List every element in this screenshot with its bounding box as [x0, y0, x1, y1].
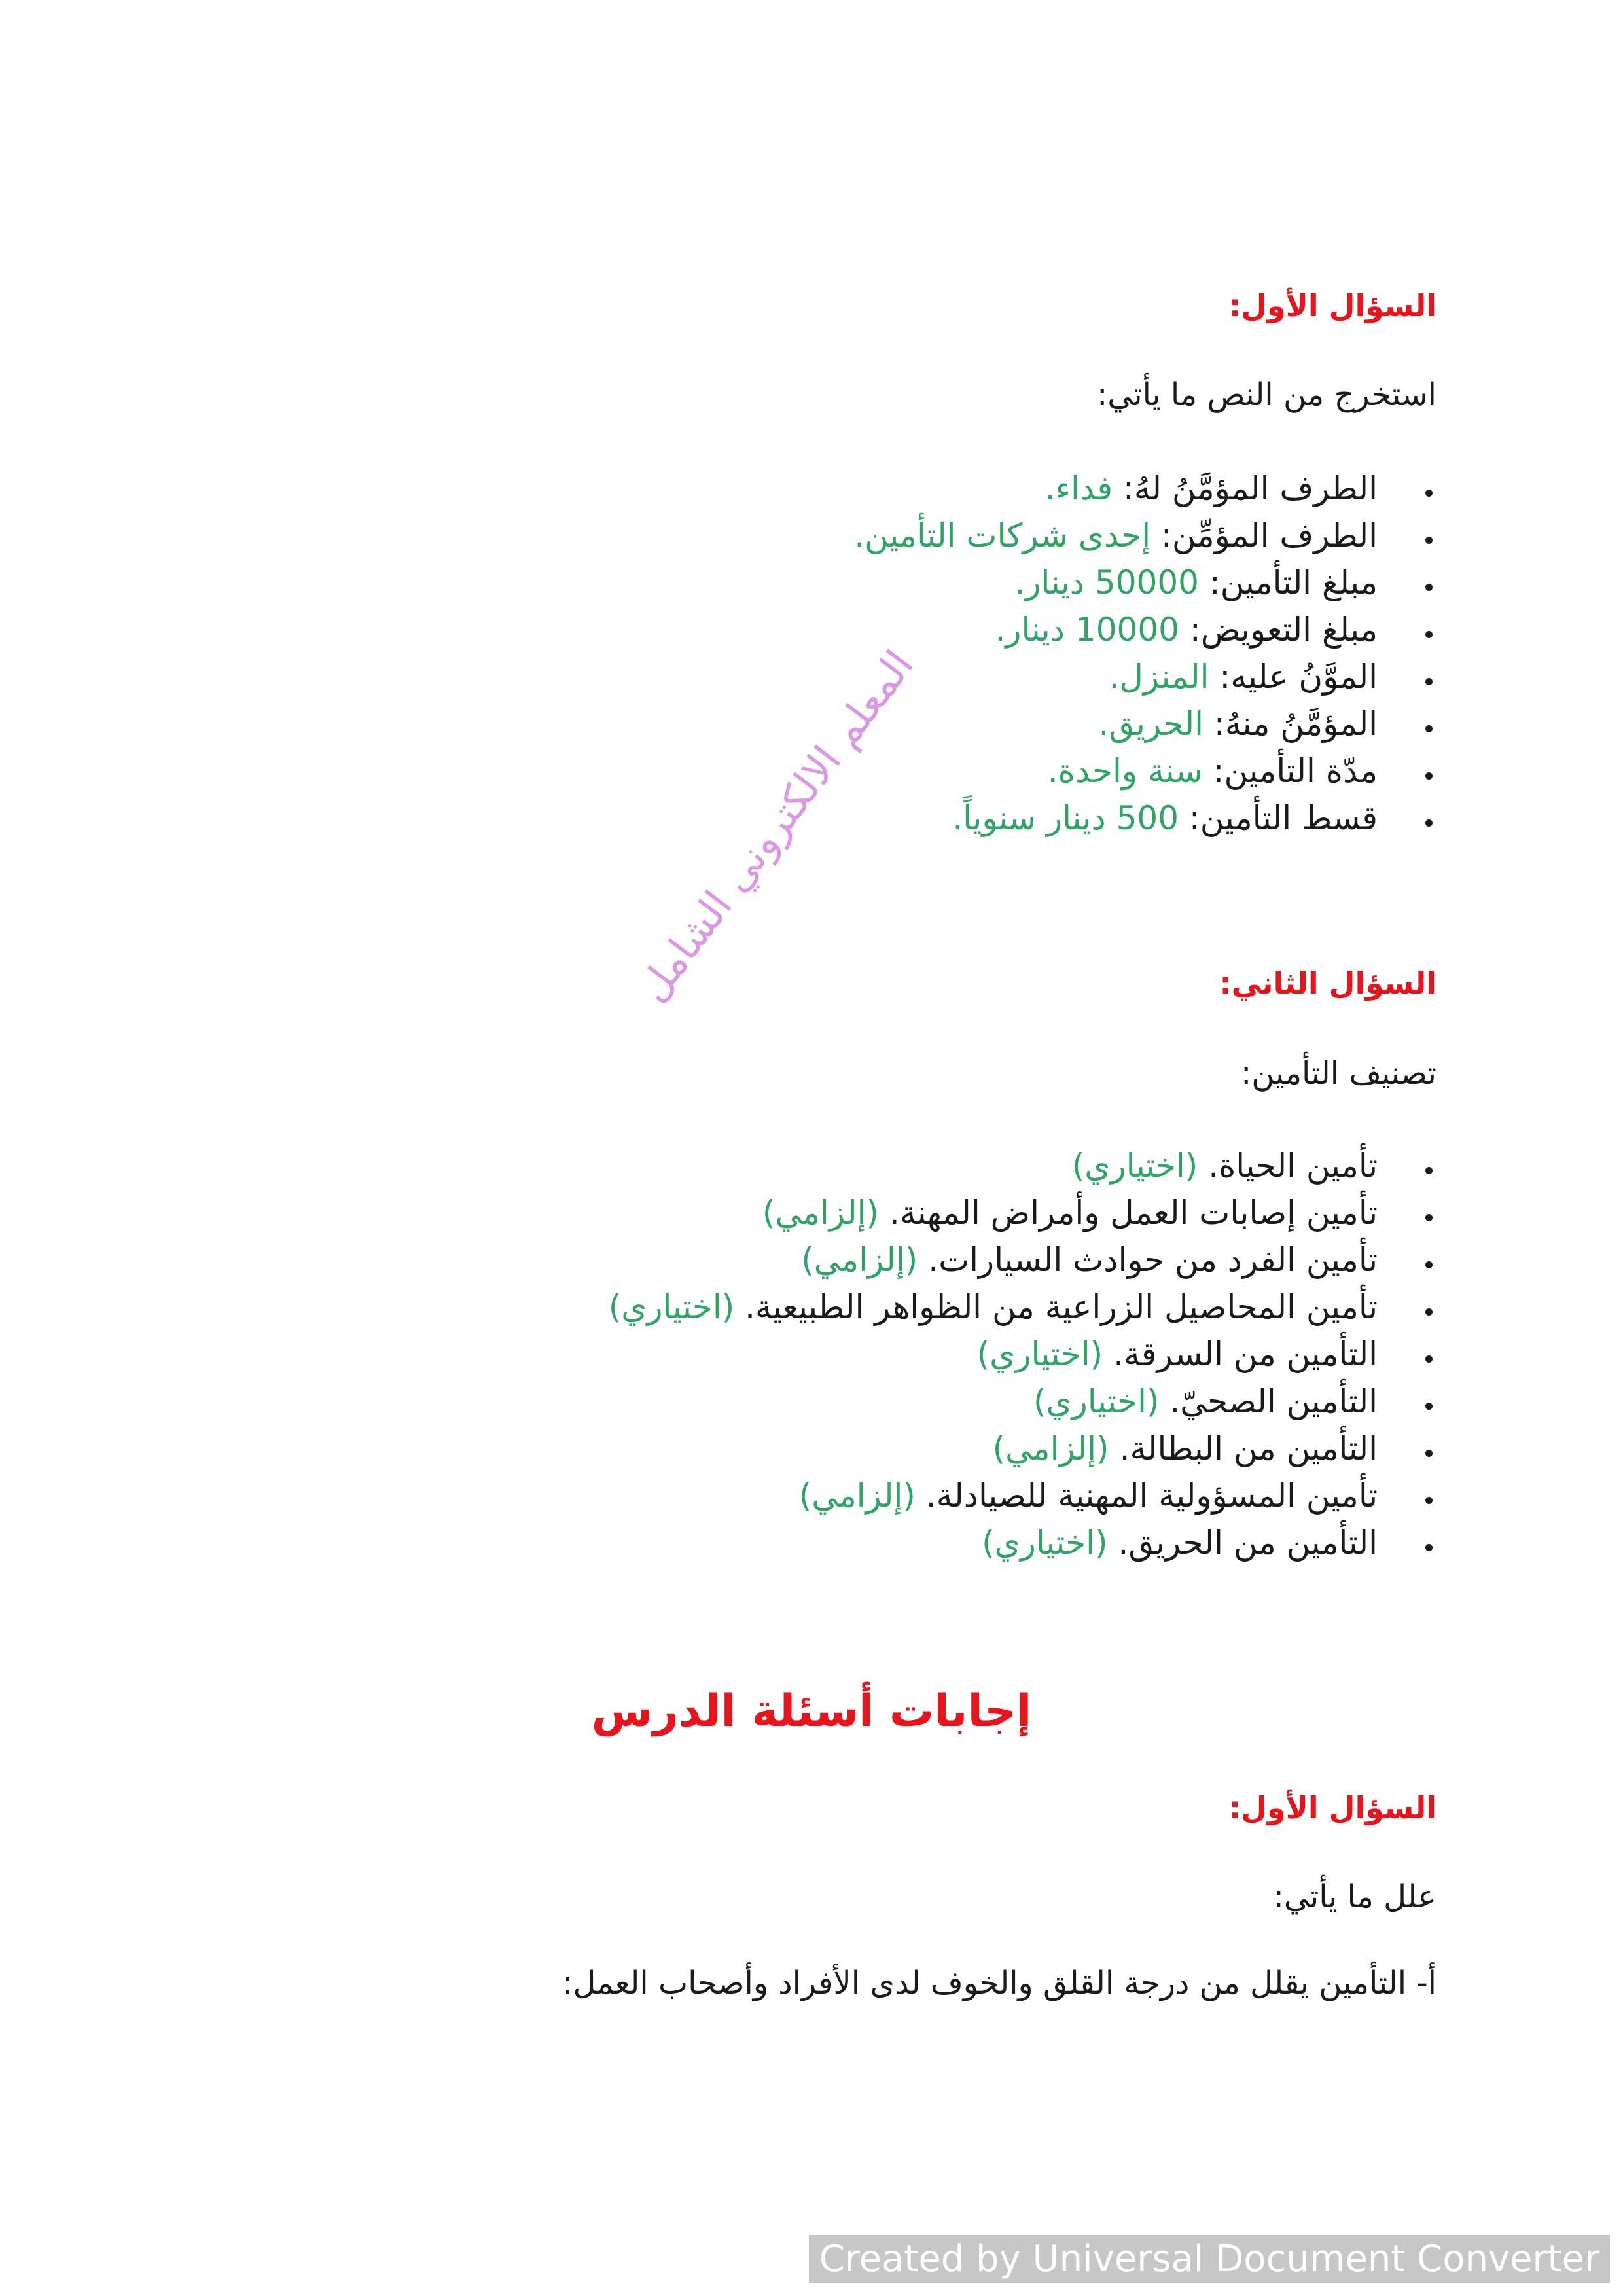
item-label: تأمين المسؤولية المهنية للصيادلة. — [915, 1477, 1378, 1515]
item-label: التأمين من الحريق. — [1107, 1524, 1378, 1562]
q2-heading: السؤال الثاني: — [1219, 965, 1436, 1001]
item-label: مدّة التأمين: — [1202, 752, 1378, 790]
item-answer: الحريق. — [1098, 705, 1204, 743]
item-answer: (إلزامي) — [992, 1429, 1109, 1467]
item-label: الطرف المؤمَّنُ لهُ: — [1113, 469, 1378, 507]
item-label: تأمين إصابات العمل وأمراض المهنة. — [879, 1194, 1378, 1232]
list-item — [854, 747, 1436, 795]
answers-section-title: إجابات أسئلة الدرس — [591, 1685, 1032, 1737]
item-answer: (اختياري) — [976, 1335, 1103, 1373]
list-item — [609, 1425, 1436, 1472]
list-item — [854, 465, 1436, 512]
item-answer: 10000 دينار. — [995, 611, 1179, 649]
item-answer: 50000 دينار. — [1014, 564, 1199, 601]
q1-instruction: استخرج من النص ما يأتي: — [1097, 376, 1436, 413]
item-answer: (اختياري) — [608, 1288, 735, 1326]
list-item — [854, 700, 1436, 747]
item-answer: (إلزامي) — [801, 1241, 918, 1279]
item-label: المؤمَّنُ منهُ: — [1203, 705, 1378, 743]
list-item — [609, 1142, 1436, 1189]
list-item — [854, 606, 1436, 653]
item-label: الموَّنُ عليه: — [1209, 658, 1378, 696]
list-item — [609, 1331, 1436, 1378]
answers-instruction: علل ما يأتي: — [1273, 1878, 1436, 1915]
q1-heading: السؤال الأول: — [1228, 288, 1436, 323]
list-item — [609, 1283, 1436, 1331]
item-label: تأمين الحياة. — [1198, 1147, 1378, 1185]
list-item — [609, 1378, 1436, 1425]
item-answer: المنزل. — [1109, 658, 1209, 696]
item-answer: سنة واحدة. — [1047, 752, 1203, 790]
list-item — [609, 1519, 1436, 1566]
item-answer: إحدى شركات التأمين. — [854, 516, 1151, 554]
watermark-text: المعلم الالكتروني الشامل — [628, 641, 923, 1011]
item-label: الطرف المؤمِّن: — [1150, 516, 1378, 554]
q2-list — [609, 1142, 1436, 1566]
item-answer: (إلزامي) — [762, 1194, 879, 1232]
list-item — [854, 795, 1436, 842]
list-item — [609, 1189, 1436, 1236]
item-answer: (إلزامي) — [798, 1477, 916, 1515]
item-answer: (اختياري) — [982, 1524, 1108, 1562]
item-label: تأمين الفرد من حوادث السيارات. — [918, 1241, 1378, 1279]
item-label: قسط التأمين: — [1179, 799, 1378, 837]
list-item — [854, 512, 1436, 559]
list-item — [609, 1236, 1436, 1283]
item-label: التأمين من البطالة. — [1109, 1429, 1378, 1467]
q1-list — [854, 465, 1436, 842]
q2-instruction: تصنيف التأمين: — [1241, 1055, 1436, 1092]
item-answer: 500 دينار سنوياً. — [952, 799, 1179, 837]
list-item — [854, 653, 1436, 700]
item-label: مبلغ التأمين: — [1198, 564, 1378, 601]
item-label: تأمين المحاصيل الزراعية من الظواهر الطبيعية. — [734, 1288, 1378, 1326]
answers-q1-heading: السؤال الأول: — [1228, 1790, 1436, 1825]
item-answer: (اختياري) — [1071, 1147, 1198, 1185]
converter-footer-badge: Created by Universal Document Converter — [809, 2235, 1610, 2283]
item-answer: فداء. — [1044, 469, 1113, 507]
answers-item-a: أ- التأمين يقلل من درجة القلق والخوف لدى الأفراد وأصحاب العمل: — [562, 1965, 1436, 2001]
item-label: التأمين الصحيّ. — [1159, 1382, 1378, 1420]
list-item — [854, 559, 1436, 606]
item-label: التأمين من السرقة. — [1103, 1335, 1378, 1373]
list-item — [609, 1472, 1436, 1519]
item-answer: (اختياري) — [1033, 1382, 1160, 1420]
item-label: مبلغ التعويض: — [1179, 611, 1378, 649]
